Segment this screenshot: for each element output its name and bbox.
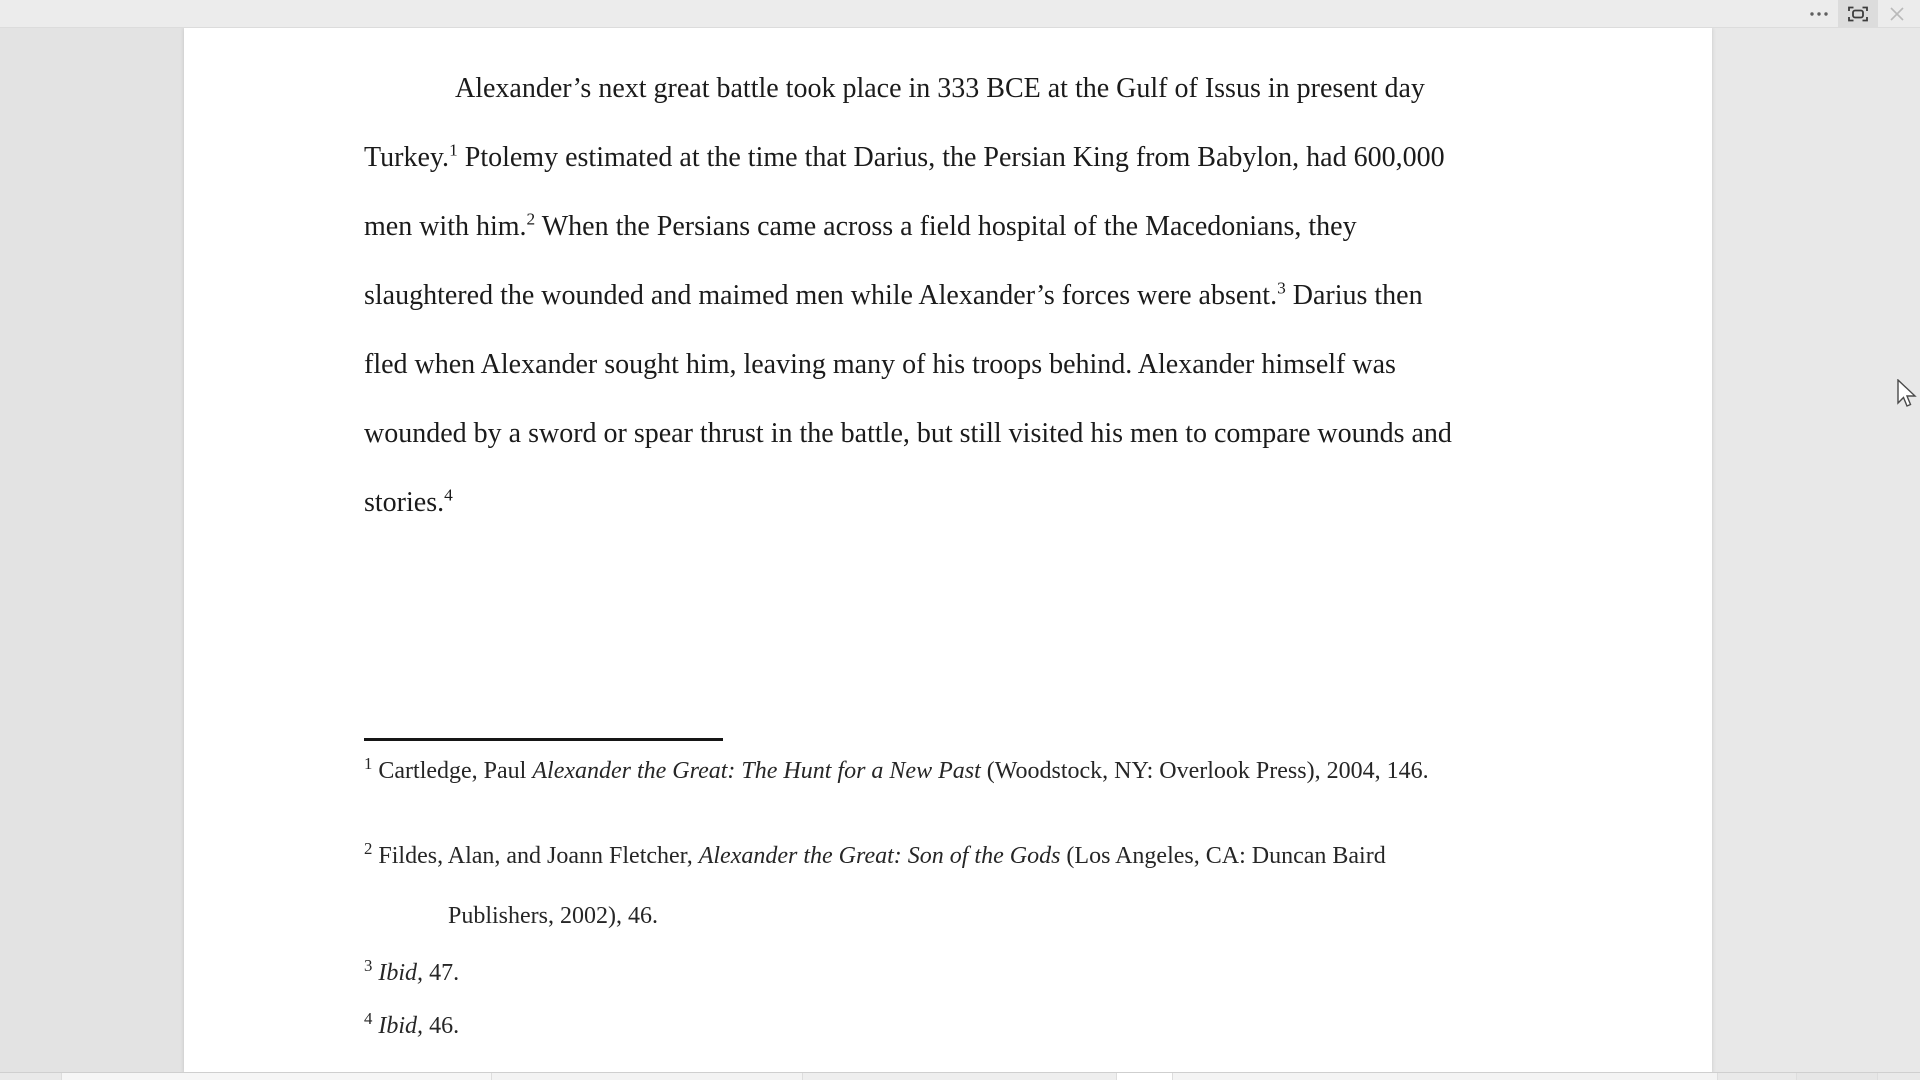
- footnote-reference: 2: [526, 209, 536, 229]
- left-margin-area: [0, 28, 184, 1073]
- text-run: slaughtered the wounded and maimed men while Alexander’s forces were absent.: [364, 280, 1278, 311]
- text-run: Ibid,: [378, 960, 424, 986]
- document-page[interactable]: [184, 28, 1712, 1073]
- text-run: Alexander the Great: The Hunt for a New Past: [532, 758, 981, 784]
- footnote-line: [364, 755, 1554, 787]
- text-run: Fildes, Alan, and Joann Fletcher,: [378, 843, 699, 869]
- footnote-reference: 1: [449, 140, 458, 160]
- footnote-marker: 4: [364, 1009, 373, 1028]
- close-icon: [1889, 6, 1905, 22]
- text-line: [364, 330, 1540, 399]
- bottom-bar-segment[interactable]: [1117, 1073, 1173, 1080]
- bottom-bar-segment[interactable]: [0, 1073, 62, 1080]
- bottom-bar-segment[interactable]: [1878, 1073, 1920, 1080]
- footnote-line: [364, 957, 1554, 989]
- bottom-edge-bar[interactable]: [0, 1072, 1920, 1080]
- text-run: 47.: [423, 960, 460, 986]
- more-options-button[interactable]: [1800, 0, 1838, 27]
- text-line: [364, 468, 1540, 537]
- text-run: Ptolemy estimated at the time that Darius, the Persian King from Babylon, had 600,000: [457, 142, 1445, 173]
- preview-stage: [0, 28, 1920, 1073]
- text-run: stories.: [364, 487, 445, 518]
- text-run: Turkey.: [364, 142, 450, 173]
- footnote-marker: 1: [364, 754, 373, 773]
- footnote: [364, 755, 1554, 787]
- bottom-bar-segment[interactable]: [803, 1073, 1117, 1080]
- footnote: [364, 957, 1554, 989]
- text-run: men with him.: [364, 211, 527, 242]
- footnote-reference: 3: [1277, 278, 1286, 298]
- text-run: Alexander the Great: Son of the Gods: [698, 843, 1061, 869]
- footnote-line: [364, 1010, 1554, 1042]
- text-run: wounded by a sword or spear thrust in the battle, but still visited his men to compare wounds and: [364, 418, 1452, 449]
- bottom-bar-segment[interactable]: [1718, 1073, 1797, 1080]
- bottom-bar-segment[interactable]: [1173, 1073, 1718, 1080]
- footnote-line: [364, 840, 1554, 872]
- text-run: 46.: [423, 1013, 460, 1039]
- text-run: Alexander’s next great battle took place in 333 BCE at the Gulf of Issus in present day: [455, 73, 1425, 104]
- fit-to-window-icon: [1848, 6, 1868, 22]
- text-run: (Woodstock, NY: Overlook Press), 2004, 146.: [980, 758, 1429, 784]
- footnote-line: [364, 900, 1554, 932]
- footnote-marker: 2: [364, 839, 373, 858]
- footnote: [364, 1010, 1554, 1042]
- text-line: [364, 54, 1540, 123]
- footnote: [364, 840, 1554, 932]
- text-run: fled when Alexander sought him, leaving many of his troops behind. Alexander himself was: [364, 349, 1396, 380]
- preview-toolbar: [0, 0, 1920, 28]
- footnote-reference: 4: [444, 485, 453, 505]
- text-line: [364, 192, 1540, 261]
- right-margin-area: [1712, 28, 1920, 1073]
- text-run: Darius then: [1285, 280, 1423, 311]
- footnote-separator-line: [364, 738, 723, 741]
- text-line: [364, 399, 1540, 468]
- footnote-marker: 3: [364, 956, 373, 975]
- bottom-bar-segment[interactable]: [492, 1073, 803, 1080]
- bottom-bar-segment[interactable]: [1797, 1073, 1878, 1080]
- text-run: Publishers, 2002), 46.: [448, 903, 658, 929]
- ellipsis-icon: [1809, 11, 1829, 17]
- close-button[interactable]: [1878, 0, 1916, 27]
- text-run: Ibid,: [378, 1013, 424, 1039]
- text-line: [364, 123, 1540, 192]
- text-line: [364, 261, 1540, 330]
- text-run: Cartledge, Paul: [378, 758, 533, 784]
- fit-to-window-button[interactable]: [1838, 0, 1878, 27]
- bottom-bar-segment[interactable]: [62, 1073, 492, 1080]
- body-paragraph: [364, 54, 1540, 537]
- text-run: (Los Angeles, CA: Duncan Baird: [1060, 843, 1386, 869]
- text-run: When the Persians came across a field hospital of the Macedonians, they: [535, 211, 1357, 242]
